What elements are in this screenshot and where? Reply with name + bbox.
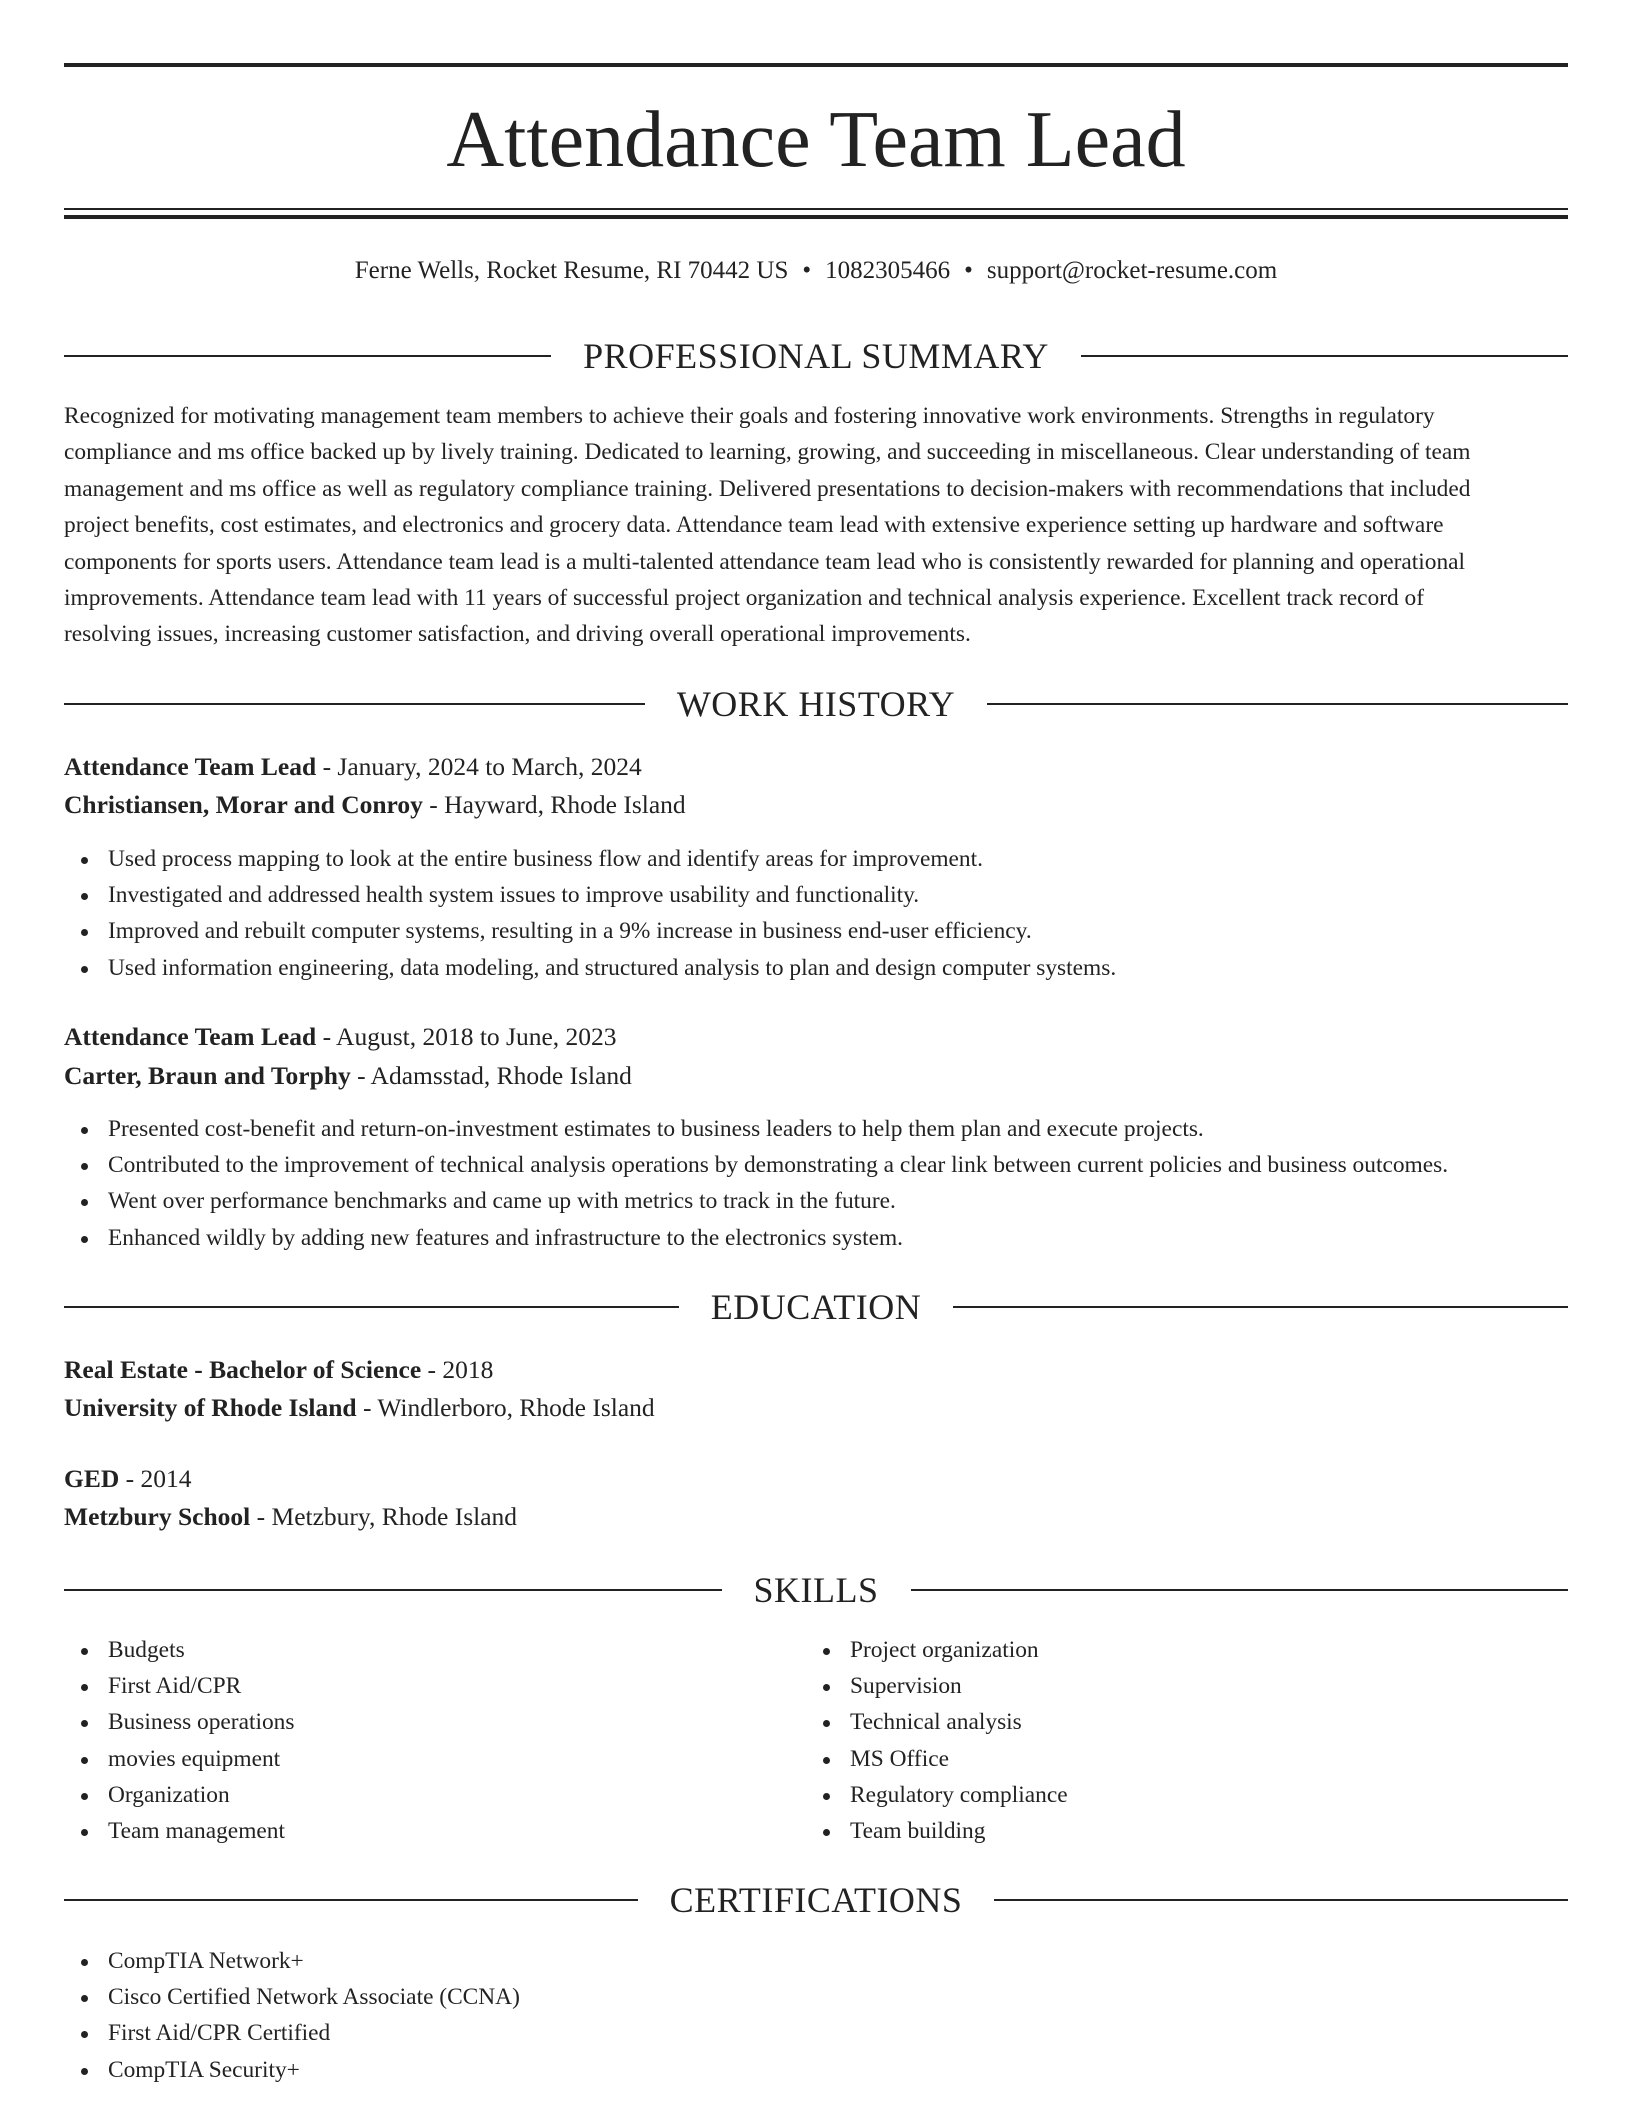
summary-line: Recognized for motivating management team members to achieve their goals and fostering innovative work environments. Strengths in regulatory	[64, 403, 1435, 429]
summary-paragraph	[64, 398, 1568, 653]
resume-title: Attendance Team Lead	[446, 96, 1186, 184]
education-school-line	[64, 1390, 1568, 1426]
summary-line: management and ms office as well as regulatory compliance training. Delivered presentations to decision-makers with recommendations that included	[64, 475, 1471, 502]
contact-separator: •	[964, 257, 973, 284]
list-item: Contributed to the improvement of technical analysis operations by demonstrating a clear link between current policies and business outcomes.	[64, 1147, 1568, 1183]
contact-separator: •	[802, 257, 812, 284]
section-title: EDUCATION	[710, 1287, 922, 1327]
skill-item: Regulatory compliance	[806, 1777, 1632, 1813]
certifications-list	[64, 1943, 1568, 2088]
job-company: Carter, Braun and Torphy	[64, 1061, 351, 1090]
list-item: Used information engineering, data modeling, and structured analysis to plan and design computer systems.	[64, 950, 1568, 986]
heading-rule	[64, 1306, 679, 1308]
job-role: Attendance Team Lead	[64, 752, 317, 781]
education-degree: Real Estate - Bachelor of Science	[64, 1355, 422, 1384]
certification-item: CompTIA Security+	[64, 2052, 1568, 2088]
education-degree: GED	[64, 1464, 120, 1493]
job-title-line	[64, 749, 1568, 785]
top-rule	[64, 63, 1568, 67]
section-title: WORK HISTORY	[676, 684, 956, 724]
heading-rule	[64, 355, 551, 357]
skills-list-right	[806, 1632, 1632, 1849]
title-rule-thick	[64, 215, 1568, 219]
certification-item: First Aid/CPR Certified	[64, 2015, 1568, 2051]
heading-rule	[64, 1899, 638, 1901]
education-year: - 2018	[421, 1355, 494, 1384]
section-heading-summary	[64, 334, 1568, 378]
skill-item: Business operations	[64, 1704, 1568, 1740]
section-heading-education	[64, 1285, 1568, 1329]
skill-item: Organization	[64, 1777, 1568, 1813]
section-title: PROFESSIONAL SUMMARY	[583, 336, 1049, 376]
summary-line: resolving issues, increasing customer satisfaction, and driving overall operational improvements.	[64, 621, 971, 648]
job-dates: - August, 2018 to June, 2023	[316, 1022, 617, 1051]
job-role: Attendance Team Lead	[64, 1022, 317, 1051]
list-item: Investigated and addressed health system issues to improve usability and functionality.	[64, 877, 1568, 913]
education-school: Metzbury School	[64, 1502, 251, 1531]
job-bullets	[64, 1111, 1568, 1256]
section-title: CERTIFICATIONS	[669, 1880, 963, 1920]
contact-email: support@rocket-resume.com	[986, 257, 1278, 284]
education-school-line	[64, 1499, 1568, 1535]
heading-rule	[911, 1589, 1569, 1591]
section-title: SKILLS	[753, 1570, 879, 1610]
certification-item: CompTIA Network+	[64, 1943, 1568, 1979]
education-year: - 2014	[119, 1464, 192, 1493]
heading-rule	[64, 703, 645, 705]
heading-rule	[1081, 355, 1568, 357]
section-heading-skills	[64, 1568, 1568, 1612]
title-rule-thin	[64, 208, 1568, 210]
education-school: University of Rhode Island	[64, 1393, 357, 1422]
summary-line: improvements. Attendance team lead with 11 years of successful project organization and technical analysis experience. Excellent track record of	[64, 585, 1425, 612]
list-item: Presented cost-benefit and return-on-investment estimates to business leaders to help them plan and execute projects.	[64, 1111, 1568, 1147]
list-item: Went over performance benchmarks and came up with metrics to track in the future.	[64, 1183, 1568, 1219]
skill-item: Budgets	[64, 1632, 1568, 1668]
heading-rule	[64, 1589, 722, 1591]
summary-line: compliance and ms office backed up by lively training. Dedicated to learning, growing, and succeeding in miscellaneous. Clear understanding of team	[64, 439, 1471, 466]
contact-phone: 1082305466	[825, 257, 951, 284]
skill-item: Project organization	[806, 1632, 1632, 1668]
section-heading-certifications	[64, 1878, 1568, 1922]
section-heading-work	[64, 682, 1568, 726]
list-item: Improved and rebuilt computer systems, resulting in a 9% increase in business end-user efficiency.	[64, 913, 1568, 949]
skill-item: Team building	[806, 1813, 1632, 1849]
job-location: - Hayward, Rhode Island	[422, 790, 686, 819]
job-company: Christiansen, Morar and Conroy	[64, 790, 423, 819]
education-location: - Metzbury, Rhode Island	[250, 1502, 518, 1531]
education-degree-line	[64, 1352, 1568, 1388]
job-company-line	[64, 787, 1568, 823]
certification-item: Cisco Certified Network Associate (CCNA)	[64, 1979, 1568, 2015]
skill-item: MS Office	[806, 1741, 1632, 1777]
job-title-line	[64, 1019, 1568, 1055]
list-item: Used process mapping to look at the entire business flow and identify areas for improvement.	[64, 841, 1568, 877]
job-bullets	[64, 841, 1568, 986]
heading-rule	[994, 1899, 1568, 1901]
heading-rule	[953, 1306, 1568, 1308]
job-location: - Adamsstad, Rhode Island	[350, 1061, 632, 1090]
job-company-line	[64, 1058, 1568, 1094]
contact-address: Ferne Wells, Rocket Resume, RI 70442 US	[354, 257, 789, 284]
skill-item: Supervision	[806, 1668, 1632, 1704]
skill-item: Technical analysis	[806, 1704, 1632, 1740]
skill-item: Team management	[64, 1813, 1568, 1849]
contact-line	[64, 254, 1568, 288]
education-location: - Windlerboro, Rhode Island	[356, 1393, 655, 1422]
heading-rule	[987, 703, 1568, 705]
skill-item: First Aid/CPR	[64, 1668, 1568, 1704]
list-item: Enhanced wildly by adding new features and infrastructure to the electronics system.	[64, 1220, 1568, 1256]
job-dates: - January, 2024 to March, 2024	[316, 752, 642, 781]
summary-line: components for sports users. Attendance team lead is a multi-talented attendance team lead who is consistently rewarded for planning and operational	[64, 548, 1466, 575]
education-degree-line	[64, 1461, 1568, 1497]
skill-item: movies equipment	[64, 1741, 1568, 1777]
summary-line: project benefits, cost estimates, and electronics and grocery data. Attendance team lead with extensive experience setting up hardware and software	[64, 512, 1444, 539]
